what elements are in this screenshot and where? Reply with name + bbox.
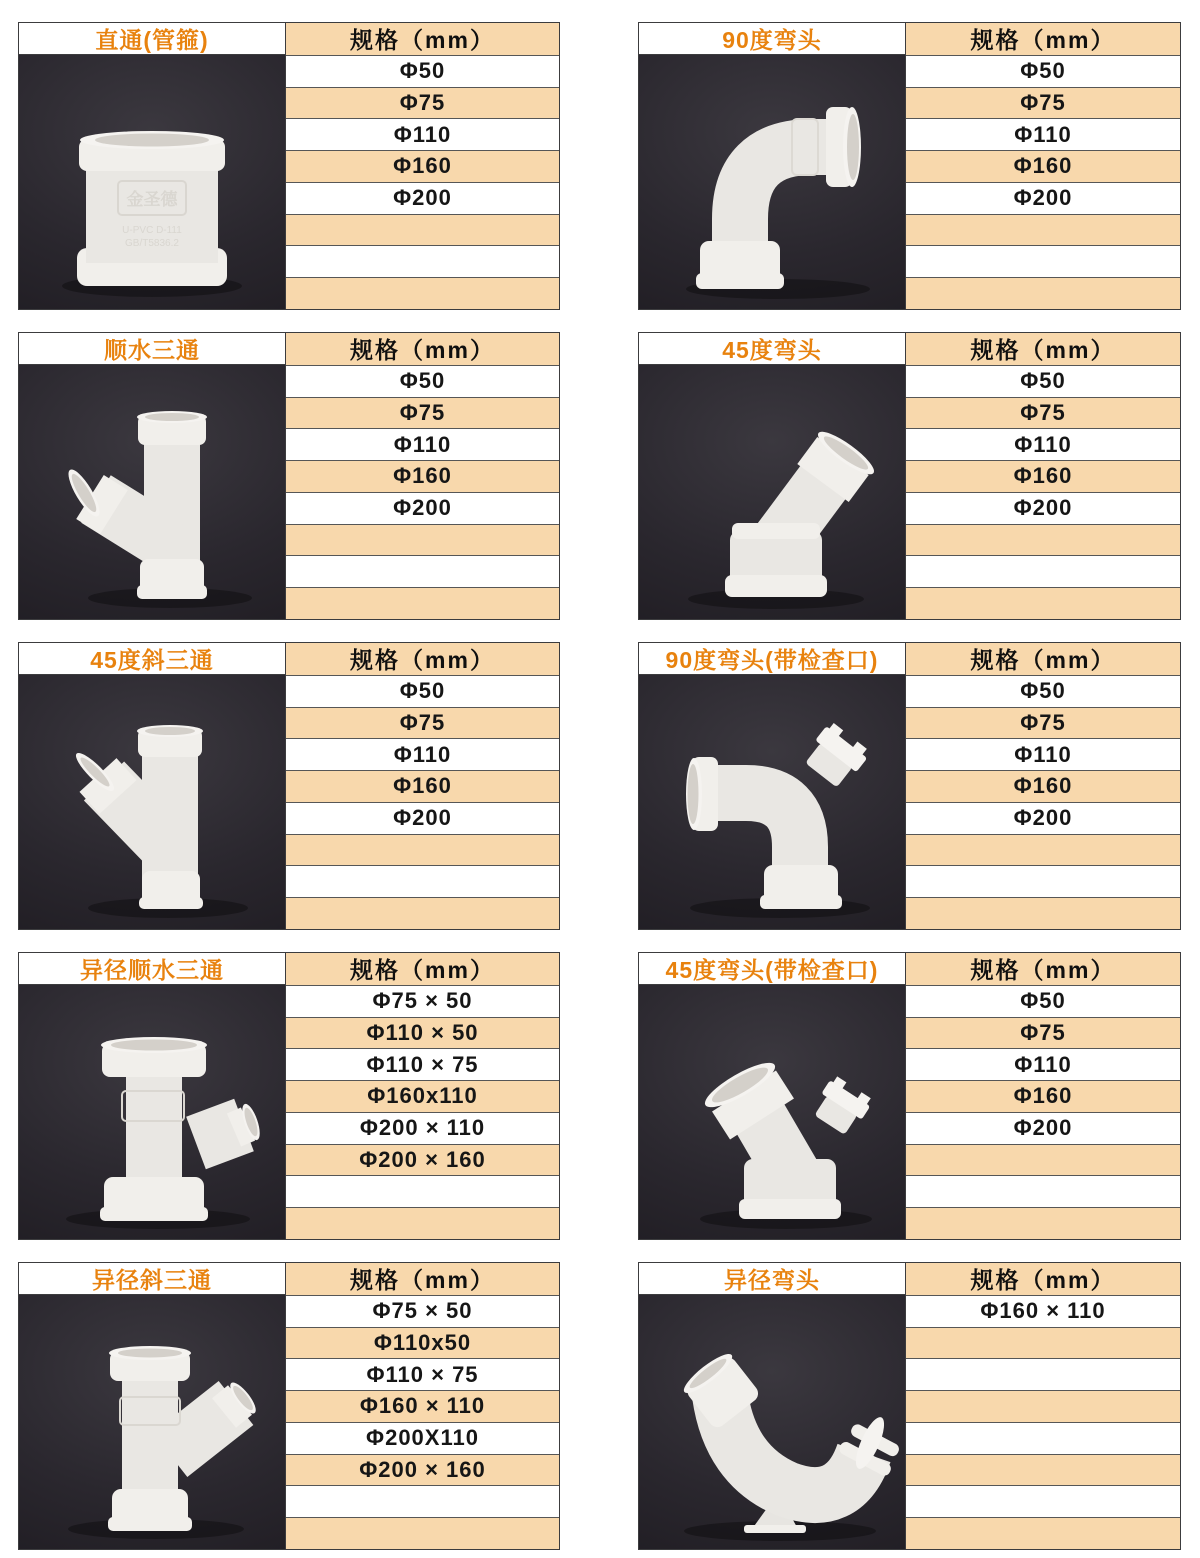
spec-cell	[906, 897, 1180, 929]
spec-cell	[906, 214, 1180, 246]
product-card-elbow-90-inspection	[638, 642, 1181, 930]
product-photo	[19, 675, 285, 929]
spec-table-header: 规格（mm）	[286, 643, 559, 675]
spec-table	[905, 643, 1180, 929]
product-card-wye-45	[18, 642, 560, 930]
spec-cell	[906, 1390, 1180, 1422]
spec-cell: Φ50	[906, 55, 1180, 87]
product-photo	[19, 1295, 285, 1549]
product-left-panel	[639, 643, 905, 929]
spec-cell: Φ200 × 110	[286, 1112, 559, 1144]
spec-cell: Φ200X110	[286, 1422, 559, 1454]
spec-cell: Φ110	[906, 428, 1180, 460]
spec-cell	[286, 1517, 559, 1549]
elbow-45-inspection-icon	[639, 985, 905, 1239]
spec-cell	[906, 277, 1180, 309]
spec-cell: Φ110	[906, 738, 1180, 770]
spec-table-header: 规格（mm）	[286, 1263, 559, 1295]
spec-cell	[906, 524, 1180, 556]
spec-table	[905, 953, 1180, 1239]
product-card-straight-coupling	[18, 22, 560, 310]
spec-cell	[906, 1207, 1180, 1239]
spec-cell	[906, 1358, 1180, 1390]
spec-cell: Φ200	[906, 492, 1180, 524]
reducing-wye-icon	[19, 1295, 285, 1549]
spec-table-header: 规格（mm）	[286, 333, 559, 365]
inspection-cap	[809, 1074, 874, 1138]
inspection-cap	[800, 721, 871, 792]
spec-table-header: 规格（mm）	[906, 1263, 1180, 1295]
product-card-reducing-elbow	[638, 1262, 1181, 1550]
product-photo	[639, 1295, 905, 1549]
spec-cell: Φ75	[286, 397, 559, 429]
spec-table	[285, 23, 559, 309]
spec-table-header: 规格（mm）	[906, 333, 1180, 365]
product-left-panel	[639, 953, 905, 1239]
product-card-reducing-tee	[18, 952, 560, 1240]
product-left-panel	[639, 23, 905, 309]
product-photo	[19, 985, 285, 1239]
spec-cell: Φ110 × 75	[286, 1048, 559, 1080]
product-title: 异径弯头	[639, 1263, 905, 1295]
spec-cell: Φ110	[286, 428, 559, 460]
spec-cell	[906, 1175, 1180, 1207]
spec-cell: Φ110	[906, 1048, 1180, 1080]
product-photo	[639, 675, 905, 929]
spec-cell: Φ160	[906, 1080, 1180, 1112]
spec-table	[285, 1263, 559, 1549]
spec-cell: Φ110 × 50	[286, 1017, 559, 1049]
product-photo	[19, 365, 285, 619]
embossed-brand: 金圣德	[126, 190, 178, 209]
spec-cell: Φ50	[286, 365, 559, 397]
spec-cell: Φ50	[906, 365, 1180, 397]
product-card-elbow-45-inspection	[638, 952, 1181, 1240]
spec-cell	[286, 555, 559, 587]
spec-cell: Φ160 × 110	[286, 1390, 559, 1422]
elbow-90-icon	[639, 55, 905, 309]
spec-cell: Φ200	[906, 182, 1180, 214]
spec-cell	[286, 277, 559, 309]
spec-cell: Φ160	[286, 770, 559, 802]
spec-cell: Φ160	[286, 150, 559, 182]
product-title: 45度弯头	[639, 333, 905, 365]
spec-cell: Φ200	[286, 802, 559, 834]
wye-45-icon	[19, 675, 285, 929]
spec-cell: Φ50	[286, 675, 559, 707]
product-title: 45度弯头(带检查口)	[639, 953, 905, 985]
reducing-elbow-icon	[639, 1295, 905, 1549]
embossed-line2: GB/T5836.2	[125, 238, 179, 249]
spec-cell: Φ160 × 110	[906, 1295, 1180, 1327]
spec-cell: Φ160x110	[286, 1080, 559, 1112]
spec-table-header: 规格（mm）	[286, 23, 559, 55]
product-title: 45度斜三通	[19, 643, 285, 675]
spec-cell: Φ110x50	[286, 1327, 559, 1359]
spec-cell	[906, 245, 1180, 277]
spec-table	[285, 643, 559, 929]
spec-cell: Φ160	[906, 460, 1180, 492]
spec-cell	[286, 1207, 559, 1239]
spec-cell	[906, 1327, 1180, 1359]
spec-cell	[906, 1422, 1180, 1454]
product-title: 直通(管箍)	[19, 23, 285, 55]
product-left-panel	[19, 643, 285, 929]
product-photo	[19, 55, 285, 309]
product-photo	[639, 365, 905, 619]
spec-cell: Φ75	[286, 87, 559, 119]
spec-cell: Φ50	[286, 55, 559, 87]
spec-cell: Φ160	[906, 150, 1180, 182]
product-card-reducing-wye	[18, 1262, 560, 1550]
product-title: 异径斜三通	[19, 1263, 285, 1295]
spec-table-header: 规格（mm）	[906, 643, 1180, 675]
spec-table	[905, 23, 1180, 309]
elbow-90-inspection-icon	[639, 675, 905, 929]
spec-cell	[286, 524, 559, 556]
product-title: 90度弯头	[639, 23, 905, 55]
spec-cell: Φ160	[906, 770, 1180, 802]
elbow-45-icon	[639, 365, 905, 619]
spec-table-header: 规格（mm）	[286, 953, 559, 985]
product-card-tee	[18, 332, 560, 620]
spec-cell	[906, 865, 1180, 897]
spec-table	[905, 333, 1180, 619]
embossed-line1: U-PVC D-111	[122, 225, 182, 236]
spec-cell: Φ200 × 160	[286, 1144, 559, 1176]
spec-table	[285, 953, 559, 1239]
spec-cell: Φ110	[906, 118, 1180, 150]
spec-cell: Φ110	[286, 118, 559, 150]
spec-cell: Φ110	[286, 738, 559, 770]
product-title: 90度弯头(带检查口)	[639, 643, 905, 675]
spec-cell	[286, 897, 559, 929]
spec-table-header: 规格（mm）	[906, 23, 1180, 55]
product-card-elbow-90	[638, 22, 1181, 310]
spec-cell	[906, 834, 1180, 866]
spec-cell	[286, 1175, 559, 1207]
spec-cell: Φ110 × 75	[286, 1358, 559, 1390]
spec-cell	[286, 1485, 559, 1517]
spec-cell	[286, 865, 559, 897]
spec-cell: Φ75 × 50	[286, 985, 559, 1017]
spec-table	[905, 1263, 1180, 1549]
product-left-panel	[19, 1263, 285, 1549]
spec-cell: Φ200	[906, 1112, 1180, 1144]
spec-table-header: 规格（mm）	[906, 953, 1180, 985]
spec-cell: Φ200	[906, 802, 1180, 834]
spec-cell	[906, 587, 1180, 619]
spec-cell	[286, 214, 559, 246]
tee-icon	[19, 365, 285, 619]
product-left-panel	[639, 1263, 905, 1549]
spec-cell: Φ75	[906, 397, 1180, 429]
spec-cell	[286, 245, 559, 277]
spec-cell	[286, 834, 559, 866]
reducing-tee-icon	[19, 985, 285, 1239]
product-left-panel	[639, 333, 905, 619]
spec-cell	[906, 1454, 1180, 1486]
product-left-panel	[19, 953, 285, 1239]
spec-cell: Φ50	[906, 675, 1180, 707]
product-title: 顺水三通	[19, 333, 285, 365]
spec-cell	[906, 1485, 1180, 1517]
spec-cell: Φ75	[906, 87, 1180, 119]
product-photo	[639, 985, 905, 1239]
product-left-panel	[19, 23, 285, 309]
product-title: 异径顺水三通	[19, 953, 285, 985]
spec-cell: Φ75	[906, 707, 1180, 739]
spec-cell	[286, 587, 559, 619]
product-photo	[639, 55, 905, 309]
spec-cell: Φ200	[286, 182, 559, 214]
straight-coupling-icon	[19, 55, 285, 309]
spec-cell	[906, 1144, 1180, 1176]
spec-cell	[906, 1517, 1180, 1549]
product-left-panel	[19, 333, 285, 619]
spec-cell: Φ75	[906, 1017, 1180, 1049]
spec-cell: Φ50	[906, 985, 1180, 1017]
spec-cell: Φ75	[286, 707, 559, 739]
spec-cell	[906, 555, 1180, 587]
spec-cell: Φ160	[286, 460, 559, 492]
spec-cell: Φ200	[286, 492, 559, 524]
spec-table	[285, 333, 559, 619]
product-card-elbow-45	[638, 332, 1181, 620]
spec-cell: Φ200 × 160	[286, 1454, 559, 1486]
spec-cell: Φ75 × 50	[286, 1295, 559, 1327]
